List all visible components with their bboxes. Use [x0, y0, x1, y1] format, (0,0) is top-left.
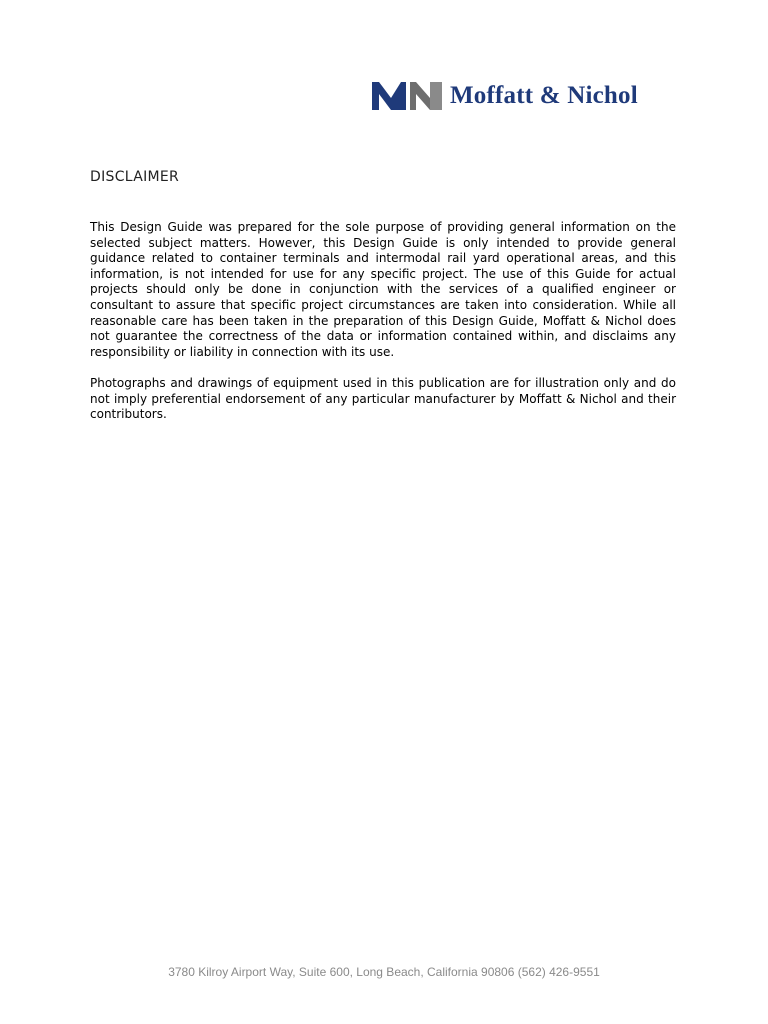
footer-address: 3780 Kilroy Airport Way, Suite 600, Long Beach, California 90806 (562) 426-9551 — [168, 965, 600, 979]
moffatt-nichol-logo-mark-icon — [372, 80, 444, 112]
company-logo — [372, 80, 638, 112]
disclaimer-paragraph: Photographs and drawings of equipment used in this publication are for illustration only and do not imply preferential endorsement of any particular manufacturer by Moffatt & Nichol and their contributors. — [90, 375, 676, 422]
disclaimer-paragraph: This Design Guide was prepared for the sole purpose of providing general information on the selected subject matters. However, this Design Guide is only intended to provide general guidance related to container terminals and intermodal rail yard operational areas, and this information, is not intended for use for any specific project. The use of this Guide for actual projects should only be done in conjunction with the services of a qualified engineer or consultant to assure that specific project circumstances are taken into consideration. While all reasonable care has been taken in the preparation of this Design Guide, Moffatt & Nichol does not guarantee the correctness of the data or information contained within, and disclaims any responsibility or liability in connection with its use. — [90, 220, 676, 359]
disclaimer-body — [90, 220, 676, 438]
company-name: Moffatt & Nichol — [450, 82, 638, 109]
page-title: DISCLAIMER — [90, 169, 180, 185]
